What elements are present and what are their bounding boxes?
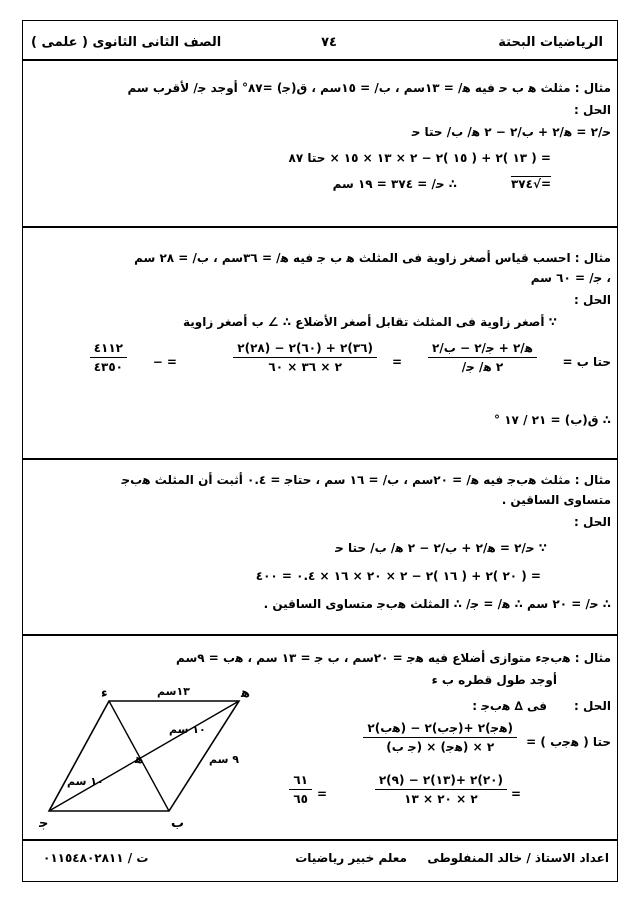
footer-author: اعداد الاستاذ / خالد المنفلوطى bbox=[427, 851, 609, 865]
footer-divider bbox=[23, 839, 617, 841]
grade-title: الصف الثانى الثانوى ( علمى ) bbox=[31, 35, 222, 50]
footer-title: معلم خبير رياضيات bbox=[295, 851, 407, 865]
side-label-top: ١٣سم bbox=[157, 685, 190, 698]
footer-phone: ت / ٠١١٥٤٨٠٢٨١١ bbox=[43, 851, 149, 865]
sqrt-expression: =√٣٧٤ bbox=[510, 177, 551, 191]
page-header bbox=[23, 35, 617, 55]
divider-1 bbox=[23, 226, 617, 228]
center-label: ﻫ bbox=[135, 752, 144, 766]
vertex-c-label: ﺟ bbox=[39, 816, 49, 831]
parallelogram-diagram bbox=[39, 681, 259, 831]
divider-3 bbox=[23, 634, 617, 636]
vertex-d-label: ء bbox=[101, 686, 108, 701]
diagonal-label-1: ١٠ سم bbox=[169, 723, 206, 736]
page-number: ٧٤ bbox=[321, 35, 337, 50]
worksheet-page: الرياضيات البحتة ٧٤ الصف الثانى الثانوى ( علمى ) مثال : مثلث ﻫ ب ﺣ فيه ﻫ/ = ١٣سم ، ب/ = ١٥سم ، ق(ﺟ) =٨٧° أوجد ﺟ/ لأقرب سم الحل : ﺣ/٢ = ﻫ/٢ + ب/٢ − ٢ ﻫ/ ب/ حتا ﺣ = ( ١٣ )٢ + ( ١٥ )٢ − ٢ × ١٣ × ١٥ × حتا ٨٧ =√٣٧٤ ∴ ﺣ/ = ٣٧٤ = ١٩ سم مثال : احسب قياس أصغر زاوية فى المثلث ﻫ ب ﺟ فيه ﻫ/ = ٣٦سم ، ب/ = ٢٨ سم ، ﺟ/ = ٦٠ سم الحل : ∵ أصغر زاوية فى المثلث تقابل أصغر الأضلاع ∴ ∠ ب أصغر زاوية حتا ب = ﻫ/٢ + ﺟ/٢ − ب/٢ ٢ ﻫ/ ﺟ/ = (٣٦)٢ + (٦٠)٢ − (٢٨)٢ ٢ × ٣٦ × ٦٠ = − ٤١١٢ ٤٣٥٠ ∴ ق(ب) = ٢١ / ١٧ ° مثال : مثلث ﻫبﺟ فيه ﻫ/ = ٢٠سم ، ب/ = ١٦ سم ، حتاﺟ = ٠.٤ أثبت أن المثلث ﻫبﺟ متساوى الساقين . الحل : ∵ ﺣ/٢ = ﻫ/٢ + ب/٢ − ٢ ﻫ/ ب/ حتا ﺣ = ( ٢٠ )٢ + ( ١٦ )٢ − ٢ × ٢٠ × ١٦ × ٠.٤ = ٤٠٠ ∴ ﺣ/ = ٢٠ سم ∴ ﻫ/ = ﺟ/ ∴ المثلث ﻫبﺟ متساوى الساقين . مثال : ﻫبﺟء متوازى أضلاع فيه ﻫﺟ = ٢٠سم ، ب ﺟ = ١٣ سم ، ﻫب = ٩سم أوجد طول قطره ب ء الحل : فى ∆ ﻫبﺟ : حتا ( ﻫﺟب ) = (ﻫﺟ)٢ +(ﺟب)٢ − (ﻫب)٢ ٢ × (ﻫﺟ) × (ﺟ ب) = (٢٠)٢ +(١٣)٢ − (٩)٢ ٢ × ٢٠ × ١٣ = ٦١ ٦٥ ﻫ ب ﺟ ء ﻫ ١٣سم ٩ سم ١٠ سم ١٠ سم اعداد الاستاذ / خالد المنفلوطى معلم خبير رياضيات ت / ٠١١٥٤٨٠٢٨١١ bbox=[22, 20, 618, 882]
vertex-b-label: ب bbox=[171, 816, 185, 831]
vertex-a-label: ﻫ bbox=[241, 686, 251, 701]
subject-title: الرياضيات البحتة bbox=[498, 35, 603, 50]
diagonal-label-2: ١٠ سم bbox=[67, 775, 104, 788]
example4-numeric-equation: = (٢٠)٢ +(١٣)٢ − (٩)٢ ٢ × ٢٠ × ١٣ = ٦١ ٦٥ bbox=[23, 773, 617, 823]
header-divider bbox=[23, 59, 617, 61]
example2-cosine-equation: حتا ب = ﻫ/٢ + ﺟ/٢ − ب/٢ ٢ ﻫ/ ﺟ/ = (٣٦)٢ + (٦٠)٢ − (٢٨)٢ ٢ × ٣٦ × ٦٠ = − ٤١١٢ ٤٣٥٠ bbox=[23, 341, 617, 391]
example4-cosine-equation: حتا ( ﻫﺟب ) = (ﻫﺟ)٢ +(ﺟب)٢ − (ﻫب)٢ ٢ × (ﻫﺟ) × (ﺟ ب) bbox=[23, 721, 617, 771]
side-label-right: ٩ سم bbox=[209, 753, 239, 766]
divider-2 bbox=[23, 458, 617, 460]
